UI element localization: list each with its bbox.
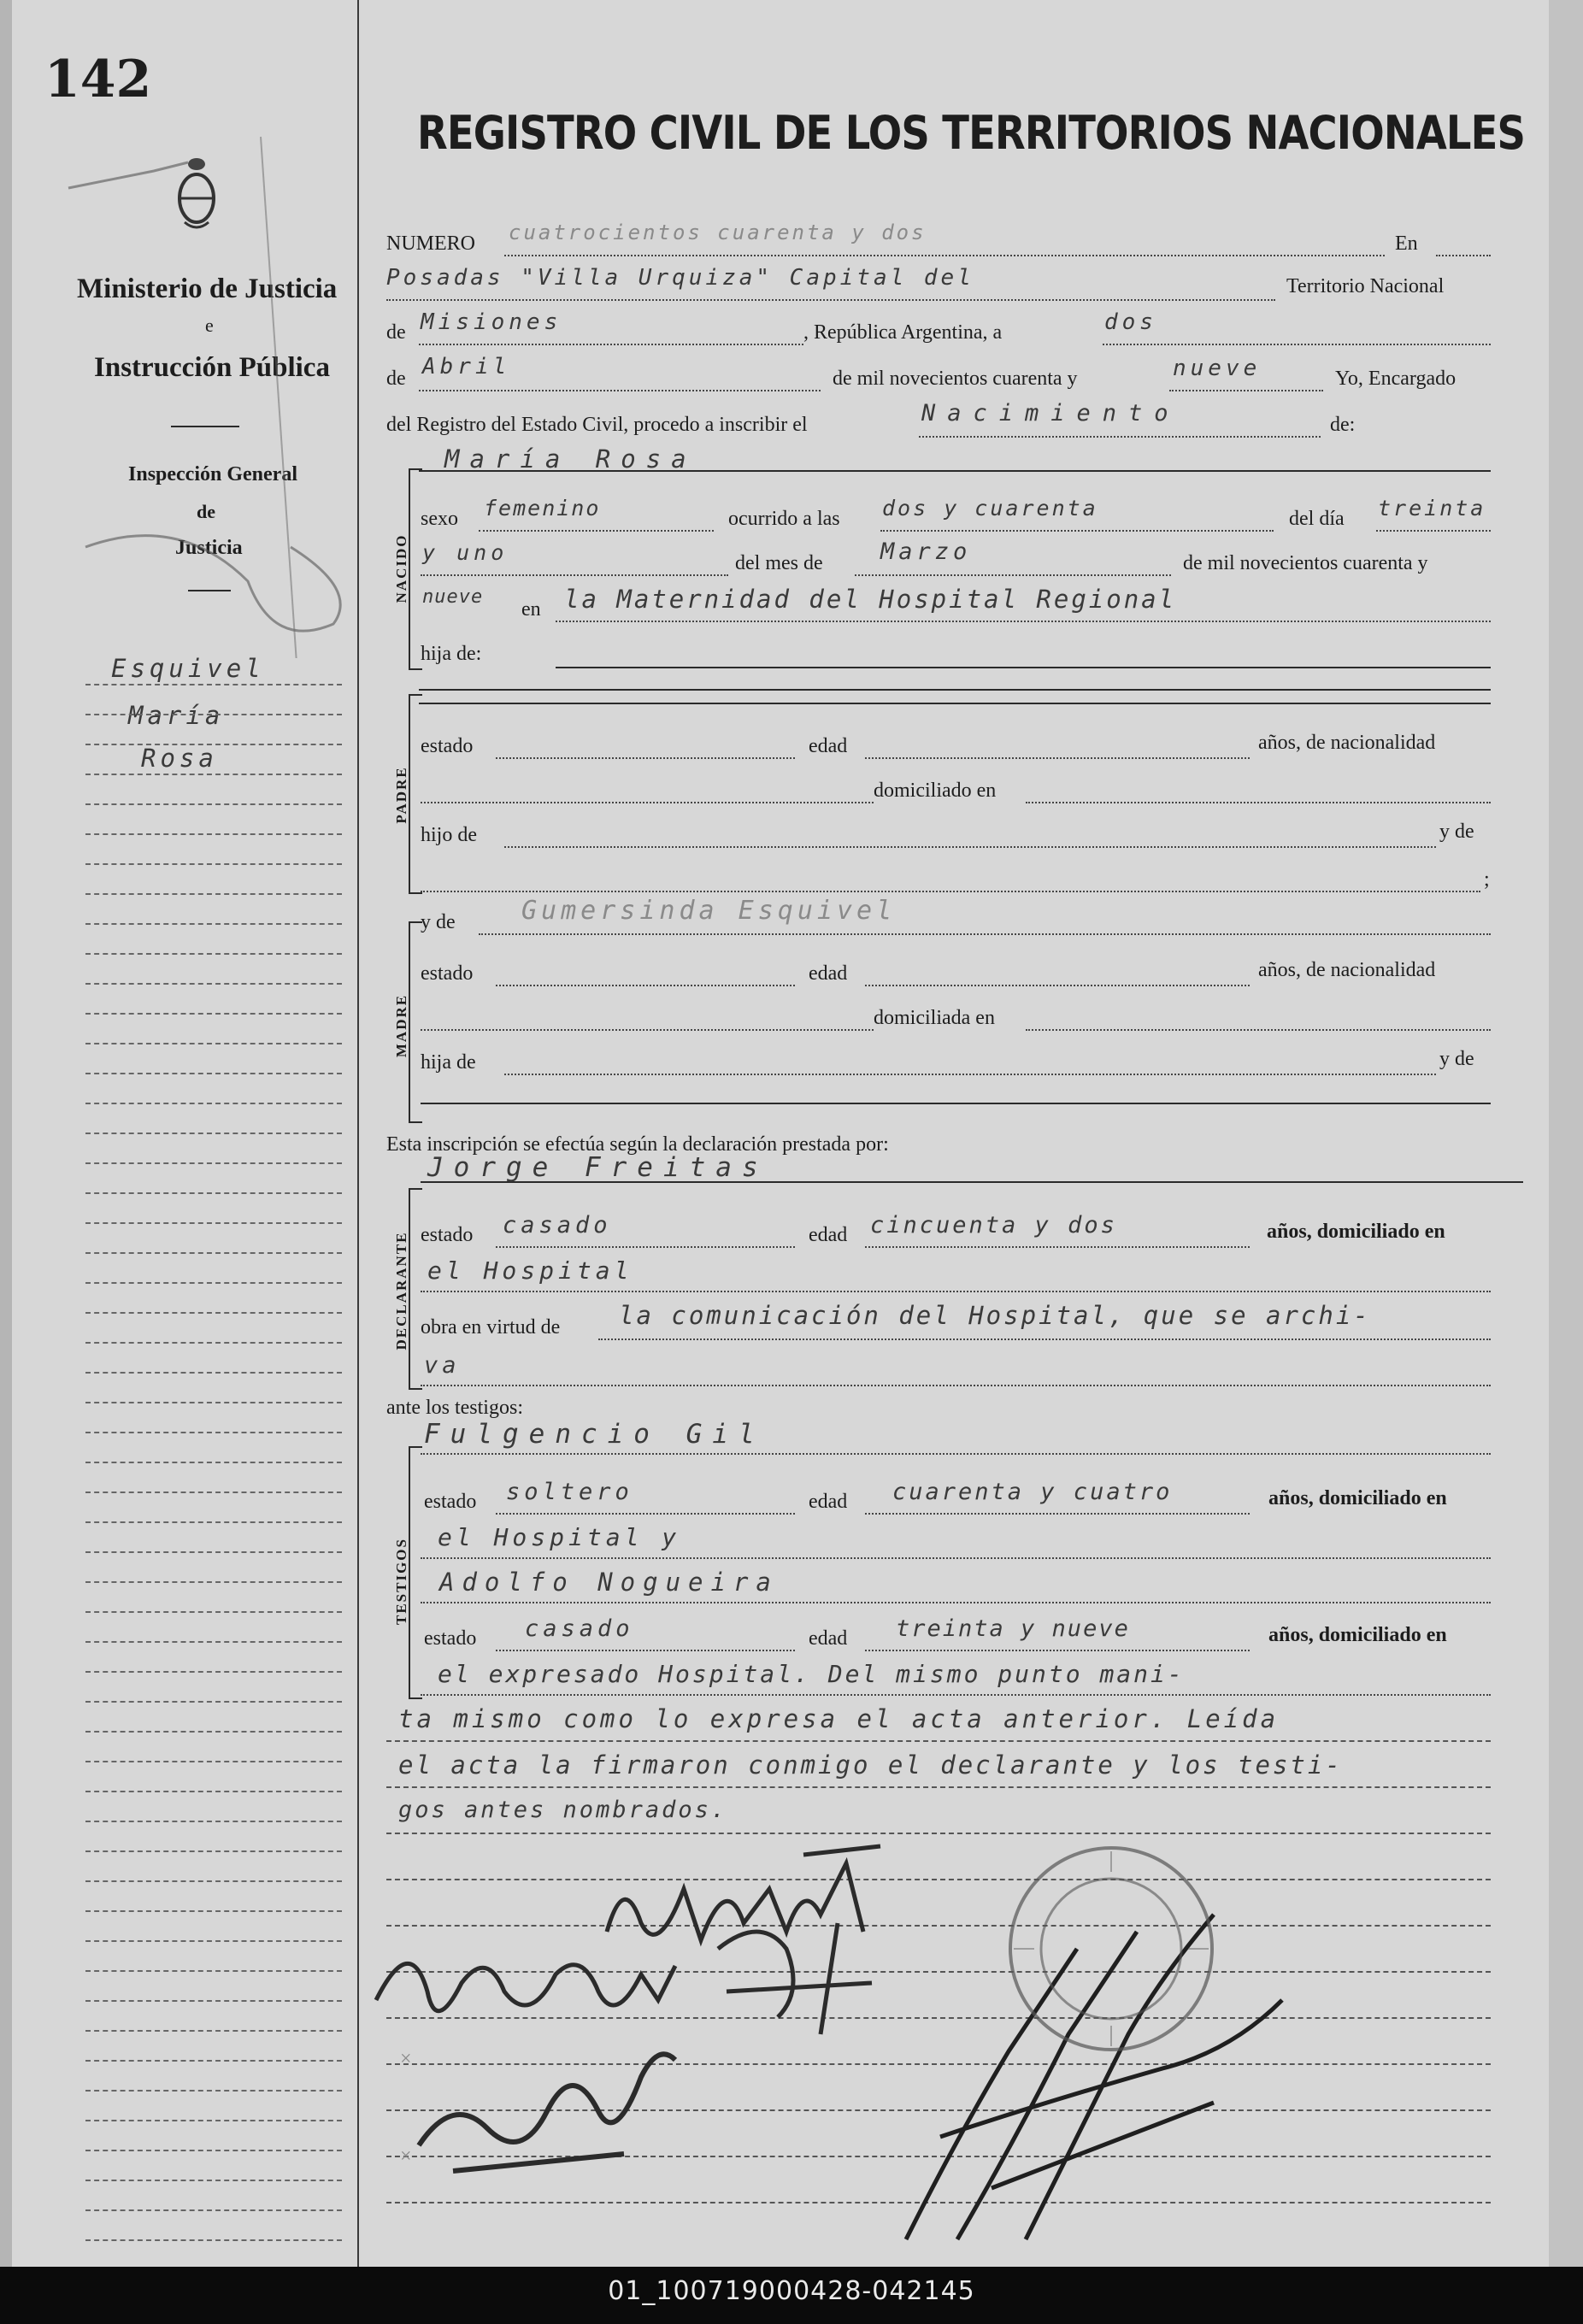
inspection-line-2: Justicia	[175, 537, 243, 559]
madre-estado-label: estado	[421, 962, 474, 985]
de-label: de	[386, 321, 406, 344]
declarante-edad-label: edad	[809, 1224, 848, 1246]
margin-rule	[85, 2090, 342, 2092]
t1-name-line	[421, 1453, 1491, 1455]
ocurrido-label: ocurrido a las	[728, 508, 840, 530]
margin-rule	[85, 1372, 342, 1374]
padre-hijo-label: hijo de	[421, 824, 477, 846]
margin-rule	[85, 1731, 342, 1733]
dia-cont-line	[421, 574, 728, 576]
margin-surname: Esquivel	[111, 654, 265, 683]
registro-label: del Registro del Estado Civil, procedo a inscribir el	[386, 414, 808, 436]
nacido-section-label: NACIDO	[393, 533, 409, 603]
margin-rule	[85, 803, 342, 805]
t2-estado-label: estado	[424, 1627, 477, 1650]
dia-value-2: y uno	[422, 540, 509, 565]
t1-estado-label: estado	[424, 1491, 477, 1513]
file-id-label: 01_100719000428-042145	[608, 2276, 975, 2306]
act-line	[919, 436, 1321, 438]
padre-y-de-label: y de	[1439, 821, 1474, 843]
margin-rule	[85, 1821, 342, 1822]
margin-second-name: Rosa	[141, 744, 218, 773]
republica-label: , República Argentina, a	[803, 321, 1003, 344]
t1-estado-value: soltero	[506, 1479, 633, 1505]
closing-line-2	[386, 1786, 1491, 1788]
lugar-line	[556, 621, 1491, 622]
margin-rule	[85, 1013, 342, 1015]
t1-edad-line	[865, 1513, 1250, 1515]
numero-value: cuatrocientos cuarenta y dos	[509, 221, 927, 244]
margin-rule	[85, 923, 342, 925]
declarante-anios-label: años, domiciliado en	[1267, 1221, 1445, 1243]
madre-dom-line-2	[1026, 1029, 1491, 1031]
margin-rule	[85, 2150, 342, 2151]
t1-estado-line	[496, 1513, 795, 1515]
margin-rule	[85, 1641, 342, 1643]
margin-rule	[85, 1521, 342, 1523]
obra-value-2: va	[424, 1352, 461, 1379]
obra-line-2	[421, 1385, 1491, 1386]
closing-text-1: ta mismo como lo expresa el acta anterior. Leída	[398, 1704, 1280, 1733]
obra-label: obra en virtud de	[421, 1316, 561, 1339]
margin-rule	[85, 1432, 342, 1433]
margin-rule	[85, 1581, 342, 1583]
margin-rule	[85, 1222, 342, 1224]
declarante-domicilio-value: el Hospital	[427, 1256, 633, 1285]
del-dia-label: del día	[1289, 508, 1345, 530]
t2-estado-value: casado	[525, 1615, 634, 1642]
margin-rule	[85, 1342, 342, 1344]
margin-rule	[85, 1551, 342, 1553]
sexo-line	[479, 530, 714, 532]
margin-rule	[85, 1910, 342, 1912]
en-line	[1436, 255, 1491, 256]
t2-name: Adolfo Nogueira	[439, 1568, 779, 1597]
declarante-edad-line	[865, 1246, 1250, 1248]
madre-dom-line	[421, 1029, 874, 1031]
dia-value: treinta	[1378, 496, 1486, 521]
margin-rule	[85, 2239, 342, 2241]
mes-value: Marzo	[880, 538, 972, 565]
numero-label: NUMERO	[386, 232, 476, 255]
t2-edad-line	[865, 1650, 1250, 1651]
year-line	[1169, 390, 1323, 391]
padre-dom-line	[421, 802, 874, 803]
margin-rule	[85, 953, 342, 955]
margin-rule	[85, 2209, 342, 2211]
declarante-dom-line	[421, 1291, 1491, 1292]
madre-hija-label: hija de	[421, 1051, 476, 1074]
inspection-de: de	[197, 501, 215, 522]
hija-de-label: hija de:	[421, 643, 482, 665]
declarante-bracket	[409, 1188, 422, 1390]
margin-rule	[85, 2180, 342, 2181]
margin-rule	[85, 1252, 342, 1254]
margin-rule	[85, 863, 342, 865]
act-value: Nacimiento	[921, 400, 1180, 427]
tick-mark-2: ×	[400, 2145, 412, 2168]
territorio-label: Territorio Nacional	[1286, 275, 1445, 297]
anio-label: de mil novecientos cuarenta y	[1183, 552, 1428, 574]
padre-name-line-2	[419, 703, 1491, 704]
margin-rule	[85, 714, 342, 715]
hora-line	[880, 530, 1274, 532]
page-edge-shadow	[0, 0, 12, 2267]
hora-value: dos y cuarenta	[882, 496, 1098, 521]
ministry-conjunction: e	[205, 315, 214, 336]
margin-first-name: María	[128, 701, 225, 730]
margin-rule	[85, 1162, 342, 1164]
testigos-label: ante los testigos:	[386, 1397, 523, 1419]
madre-rule	[421, 1103, 1491, 1104]
madre-y-de-label: y de	[421, 911, 456, 933]
year-value: nueve	[1173, 356, 1262, 381]
lugar-value: la Maternidad del Hospital Regional	[564, 585, 1177, 614]
margin-rule	[85, 1491, 342, 1493]
t2-estado-line	[496, 1650, 795, 1651]
t1-edad-value: cuarenta y cuatro	[892, 1479, 1173, 1505]
margin-rule	[85, 1880, 342, 1882]
nacido-en-label: en	[521, 598, 541, 621]
de-label-2: de	[386, 368, 406, 390]
madre-edad-line	[865, 985, 1250, 986]
yo-label: Yo, Encargado	[1335, 368, 1456, 390]
margin-rule	[85, 684, 342, 685]
margin-rule	[85, 2000, 342, 2002]
padre-bracket	[409, 694, 422, 894]
page-number: 142	[44, 50, 152, 109]
testigos-bracket	[409, 1446, 422, 1699]
territory-value: Misiones	[421, 309, 562, 335]
declarante-estado-line	[496, 1246, 795, 1248]
dia-line	[1376, 530, 1491, 532]
witness-signature-nogueira	[402, 2026, 692, 2180]
padre-name-line	[419, 689, 1491, 691]
padre-semicolon: ;	[1484, 868, 1490, 891]
ministry-line-2: Instrucción Pública	[94, 352, 330, 383]
day-line	[1103, 344, 1491, 345]
madre-anios-label: años, de nacionalidad	[1258, 959, 1436, 981]
margin-rule	[85, 2030, 342, 2032]
madre-hija-line	[504, 1074, 1436, 1075]
madre-bracket	[409, 921, 422, 1123]
margin-rule	[85, 1462, 342, 1463]
t2-anios-label: años, domiciliado en	[1268, 1624, 1447, 1646]
declarante-estado-label: estado	[421, 1224, 474, 1246]
margin-rule	[85, 774, 342, 775]
t2-dom-line	[421, 1694, 1491, 1696]
nacido-rule	[556, 667, 1491, 668]
margin-rule	[85, 983, 342, 985]
margin-rule	[85, 893, 342, 895]
madre-estado-line	[496, 985, 795, 986]
t2-name-line	[421, 1602, 1491, 1603]
t1-edad-label: edad	[809, 1491, 848, 1513]
territory-line	[419, 344, 803, 345]
margin-rule	[85, 1282, 342, 1284]
declarante-edad-value: cincuenta y dos	[870, 1212, 1117, 1238]
page-edge-right	[1549, 0, 1583, 2267]
month-line	[419, 390, 821, 391]
margin-rule	[85, 1611, 342, 1613]
t1-domicilio-value: el Hospital y	[438, 1523, 681, 1551]
margin-rule	[85, 1402, 342, 1403]
del-mes-label: del mes de	[735, 552, 823, 574]
margin-rule	[85, 1701, 342, 1703]
obra-line	[598, 1339, 1491, 1340]
de-colon-label: de:	[1330, 414, 1356, 436]
margin-rule	[85, 1671, 342, 1673]
margin-rule	[85, 1133, 342, 1134]
madre-edad-label: edad	[809, 962, 848, 985]
closing-text-2: el acta la firmaron conmigo el declarante y los testi-	[398, 1750, 1343, 1780]
padre-hijo-line	[504, 846, 1436, 848]
declaracion-label: Esta inscripción se efectúa según la declaración prestada por:	[386, 1133, 889, 1156]
madre-name-line	[479, 933, 1491, 935]
margin-rule	[85, 833, 342, 835]
padre-section-label: PADRE	[393, 766, 409, 824]
margin-rule	[85, 1850, 342, 1852]
madre-section-label: MADRE	[393, 993, 409, 1058]
declarante-estado-value: casado	[503, 1212, 612, 1238]
margin-rule	[85, 744, 342, 745]
padre-estado-label: estado	[421, 735, 474, 757]
margin-rule	[85, 1192, 342, 1194]
margin-rule	[85, 1761, 342, 1762]
t1-anios-label: años, domiciliado en	[1268, 1487, 1447, 1509]
margin-rule	[85, 1073, 342, 1074]
month-value: Abril	[422, 354, 511, 379]
t1-name: Fulgencio Gil	[424, 1419, 765, 1450]
nacido-bracket	[409, 468, 422, 670]
margin-rule	[85, 1791, 342, 1792]
closing-text-3: gos antes nombrados.	[398, 1797, 728, 1823]
en-label: En	[1395, 232, 1418, 255]
numero-line	[504, 255, 1385, 256]
margin-rule	[85, 2120, 342, 2121]
margin-rule	[85, 1043, 342, 1044]
closing-line-1	[386, 1740, 1491, 1742]
padre-anios-label: años, de nacionalidad	[1258, 732, 1436, 754]
padre-edad-line	[865, 757, 1250, 759]
register-title: REGISTRO CIVIL DE LOS TERRITORIOS NACIONALES	[417, 106, 1526, 160]
declarante-section-label: DECLARANTE	[393, 1231, 409, 1350]
madre-name-value: Gumersinda Esquivel	[521, 896, 897, 926]
day-value: dos	[1104, 309, 1157, 335]
padre-estado-line	[496, 757, 795, 759]
declarante-name: Jorge Freitas	[427, 1152, 768, 1183]
padre-edad-label: edad	[809, 735, 848, 757]
t2-edad-value: treinta y nueve	[896, 1615, 1130, 1642]
margin-pen-stroke	[51, 103, 342, 658]
padre-dom-line-2	[1026, 802, 1491, 803]
place-value: Posadas "Villa Urquiza" Capital del	[386, 265, 974, 291]
madre-y-de-label-2: y de	[1439, 1048, 1474, 1070]
closing-line-3	[386, 1833, 1491, 1834]
sexo-value: femenino	[484, 496, 601, 521]
margin-rule	[85, 2060, 342, 2062]
inspection-line-1: Inspección General	[128, 463, 297, 485]
margin-rule	[85, 1312, 342, 1314]
margin-rule	[85, 1940, 342, 1942]
madre-domiciliada-label: domiciliada en	[874, 1007, 995, 1029]
sexo-label: sexo	[421, 508, 458, 530]
margin-rule	[85, 1970, 342, 1972]
civil-registry-seal	[1000, 1838, 1222, 2060]
testigos-section-label: TESTIGOS	[393, 1538, 409, 1625]
place-line	[386, 299, 1275, 301]
novecientos-label: de mil novecientos cuarenta y	[833, 368, 1078, 390]
padre-domiciliado-label: domiciliado en	[874, 780, 997, 802]
mes-line	[855, 574, 1171, 576]
margin-rule	[85, 1103, 342, 1104]
t1-dom-line	[421, 1557, 1491, 1559]
anio-value: nueve	[422, 586, 484, 608]
t2-domicilio-value: el expresado Hospital. Del mismo punto mani-	[438, 1660, 1185, 1688]
tick-mark-1: ×	[400, 2048, 412, 2070]
child-name: María Rosa	[444, 444, 697, 474]
ministry-line-1: Ministerio de Justicia	[77, 274, 338, 304]
obra-value: la comunicación del Hospital, que se archi-	[619, 1301, 1371, 1330]
t2-edad-label: edad	[809, 1627, 848, 1650]
padre-yde-line	[421, 891, 1480, 892]
